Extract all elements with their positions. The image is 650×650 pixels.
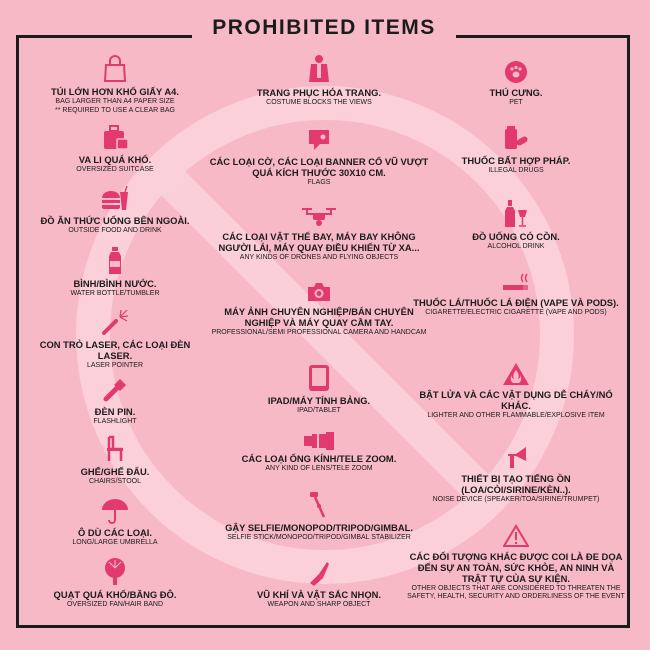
suitcase-icon bbox=[101, 125, 129, 151]
item-label-en: PROFESSIONAL/SEMI PROFESSIONAL CAMERA AND HANDCAM bbox=[211, 329, 427, 336]
item-label-en: BAG LARGER THAN A4 PAPER SIZE bbox=[55, 98, 175, 105]
item-label-en: WATER BOTTLE/TUMBLER bbox=[70, 290, 160, 297]
item-label-vn: VŨ KHÍ VÀ VẬT SẮC NHỌN. bbox=[257, 589, 381, 600]
pet-icon bbox=[504, 60, 528, 84]
tablet-icon bbox=[308, 364, 330, 392]
item-label-en: WEAPON AND SHARP OBJECT bbox=[267, 601, 371, 608]
item-label-vn: CÁC LOẠI ỐNG KÍNH/TELE ZOOM. bbox=[241, 453, 397, 464]
selfie-stick-icon bbox=[308, 491, 330, 519]
item-fan bbox=[25, 558, 205, 609]
flashlight-icon bbox=[102, 377, 128, 403]
item-label-vn: IPAD/MÁY TÍNH BẢNG. bbox=[267, 395, 371, 406]
item-label-vn: GHẾ/GHẾ ĐẨU. bbox=[80, 466, 150, 477]
alcohol-icon bbox=[503, 200, 529, 228]
item-label-en: FLAGS bbox=[307, 179, 331, 186]
warning-icon bbox=[503, 524, 529, 548]
item-suitcase bbox=[25, 125, 205, 174]
flammable-icon bbox=[502, 362, 530, 386]
item-label-vn: GẬY SELFIE/MONOPOD/TRIPOD/GIMBAL. bbox=[225, 522, 413, 533]
item-label-en: SELFIE STICK/MONOPOD/TRIPOD/GIMBAL STABILIZER bbox=[227, 534, 411, 541]
item-label-vn: BẬT LỬA VÀ CÁC VẬT DỤNG DỄ CHÁY/NỔ KHÁC. bbox=[419, 389, 613, 411]
item-label-en: IPAD/TABLET bbox=[297, 407, 341, 414]
item-flag bbox=[209, 127, 429, 187]
bottle-icon bbox=[107, 247, 123, 275]
item-label-en: ILLEGAL DRUGS bbox=[488, 167, 544, 174]
item-horn bbox=[406, 444, 626, 504]
item-label-vn: THUỐC BẤT HỢP PHÁP. bbox=[461, 155, 571, 166]
lens-icon bbox=[303, 432, 335, 450]
item-label-vn: CON TRỎ LASER, CÁC LOẠI ĐÈN LASER. bbox=[39, 339, 191, 361]
item-tablet bbox=[209, 364, 429, 415]
item-lens bbox=[209, 432, 429, 473]
drone-icon bbox=[301, 206, 337, 228]
drugs-icon bbox=[502, 126, 530, 152]
item-costume bbox=[209, 54, 429, 107]
camera-icon bbox=[306, 281, 332, 303]
item-laser bbox=[25, 310, 205, 370]
item-label-en: OTHER OBJECTS THAT ARE CONSIDERED TO THREATEN THE SAFETY, HEALTH, SECURITY AND ORDERLINESS OF THE EVENT bbox=[407, 585, 625, 600]
item-label-vn: TÚI LỚN HƠN KHỔ GIẤY A4. bbox=[51, 86, 179, 97]
item-label-vn: THÚ CƯNG. bbox=[489, 87, 543, 98]
item-label-vn: ĐỒ UỐNG CÓ CỒN. bbox=[472, 231, 560, 242]
item-label-vn: CÁC LOẠI CỜ, CÁC LOẠI BANNER CỔ VŨ VƯỢT QUÁ KÍCH THƯỚC 30X10 CM. bbox=[209, 156, 429, 178]
item-cigarette bbox=[406, 272, 626, 317]
item-label-en: OVERSIZED FAN/HAIR BAND bbox=[66, 601, 164, 608]
item-label-vn: THIẾT BỊ TẠO TIẾNG ỒN (LOA/CÒI/SIRINE/KÈN..). bbox=[461, 473, 571, 495]
umbrella-icon bbox=[101, 498, 129, 524]
item-label-en: FLASHLIGHT bbox=[93, 418, 137, 425]
item-knife bbox=[209, 560, 429, 609]
item-label-en: ANY KIND OF LENS/TELE ZOOM bbox=[265, 465, 373, 472]
item-label-vn: Ô DÙ CÁC LOẠI. bbox=[78, 527, 152, 538]
page-title: PROHIBITED ITEMS bbox=[212, 16, 436, 39]
item-label-vn: THUỐC LÁ/THUỐC LÁ ĐIỆN (VAPE VÀ PODS). bbox=[413, 297, 619, 308]
item-chair bbox=[25, 435, 205, 486]
item-note: ** REQUIRED TO USE A CLEAR BAG bbox=[55, 107, 175, 114]
border-frame-top-left bbox=[16, 35, 192, 38]
bag-icon bbox=[103, 55, 127, 83]
cigarette-icon bbox=[501, 272, 531, 294]
item-label-vn: VA LI QUÁ KHỔ. bbox=[78, 154, 152, 165]
item-label-en: LONG/LARGE UMBRELLA bbox=[72, 539, 158, 546]
item-label-vn: BÌNH/BÌNH NƯỚC. bbox=[73, 278, 157, 289]
horn-icon bbox=[504, 444, 528, 470]
item-label-en: LASER POINTER bbox=[86, 362, 143, 369]
item-other-threats bbox=[406, 524, 626, 601]
item-drugs bbox=[406, 126, 626, 175]
item-label-en: ALCOHOL DRINK bbox=[487, 243, 545, 250]
item-label-vn: QUẠT QUÁ KHỔ/BĂNG ĐÔ. bbox=[53, 589, 177, 600]
item-selfie-stick bbox=[209, 491, 429, 542]
laser-icon bbox=[101, 310, 129, 336]
item-label-en: CIGARETTE/ELECTRIC CIGARETTE (VAPE AND PODS) bbox=[425, 309, 607, 316]
item-umbrella bbox=[25, 498, 205, 547]
item-pet bbox=[406, 60, 626, 107]
knife-icon bbox=[307, 560, 331, 586]
item-label-vn: TRANG PHỤC HÓA TRANG. bbox=[256, 87, 382, 98]
item-label-en: NOISE DEVICE (SPEAKER/TOA/SIRINE/TRUMPET) bbox=[432, 496, 600, 503]
border-frame-top-right bbox=[456, 35, 630, 38]
costume-icon bbox=[308, 54, 330, 84]
item-label-en: COSTUME BLOCKS THE VIEWS bbox=[266, 99, 372, 106]
item-flashlight bbox=[25, 377, 205, 426]
item-bag bbox=[25, 55, 205, 115]
chair-icon bbox=[104, 435, 126, 463]
item-label-en: OVERSIZED SUITCASE bbox=[76, 166, 154, 173]
item-bottle bbox=[25, 247, 205, 298]
item-label-en: LIGHTER AND OTHER FLAMMABLE/EXPLOSIVE ITEM bbox=[427, 412, 605, 419]
item-label-vn: CÁC ĐỐI TƯỢNG KHÁC ĐƯỢC COI LÀ ĐE DỌA ĐẾN SỰ AN TOÀN, SỨC KHỎE, AN NINH VÀ TRẬT TỰ CỦA SỰ KIỆN. bbox=[409, 551, 623, 584]
item-label-en: PET bbox=[509, 99, 523, 106]
item-label-vn: ĐÈN PIN. bbox=[94, 406, 136, 417]
item-camera bbox=[209, 281, 429, 337]
item-label-vn: CÁC LOẠI VẬT THỂ BAY, MÁY BAY KHÔNG NGƯỜI LÁI, MÁY QUAY ĐIỀU KHIỂN TỪ XA... bbox=[218, 231, 420, 253]
item-label-en: OUTSIDE FOOD AND DRINK bbox=[68, 227, 162, 234]
item-food bbox=[25, 186, 205, 235]
fan-icon bbox=[103, 558, 127, 586]
item-label-en: CHAIRS/STOOL bbox=[89, 478, 141, 485]
item-drone bbox=[209, 206, 429, 262]
item-label-en: ANY KINDS OF DRONES AND FLYING OBJECTS bbox=[239, 254, 399, 261]
item-label-vn: ĐỒ ĂN THỨC UỐNG BÊN NGOÀI. bbox=[40, 215, 190, 226]
food-icon bbox=[100, 186, 130, 212]
flag-icon bbox=[306, 127, 332, 153]
item-alcohol bbox=[406, 200, 626, 251]
item-label-vn: MÁY ẢNH CHUYÊN NGHIỆP/BÁN CHUYÊN NGHIỆP VÀ MÁY QUAY CẦM TAY. bbox=[224, 306, 414, 328]
item-flammable bbox=[406, 362, 626, 420]
